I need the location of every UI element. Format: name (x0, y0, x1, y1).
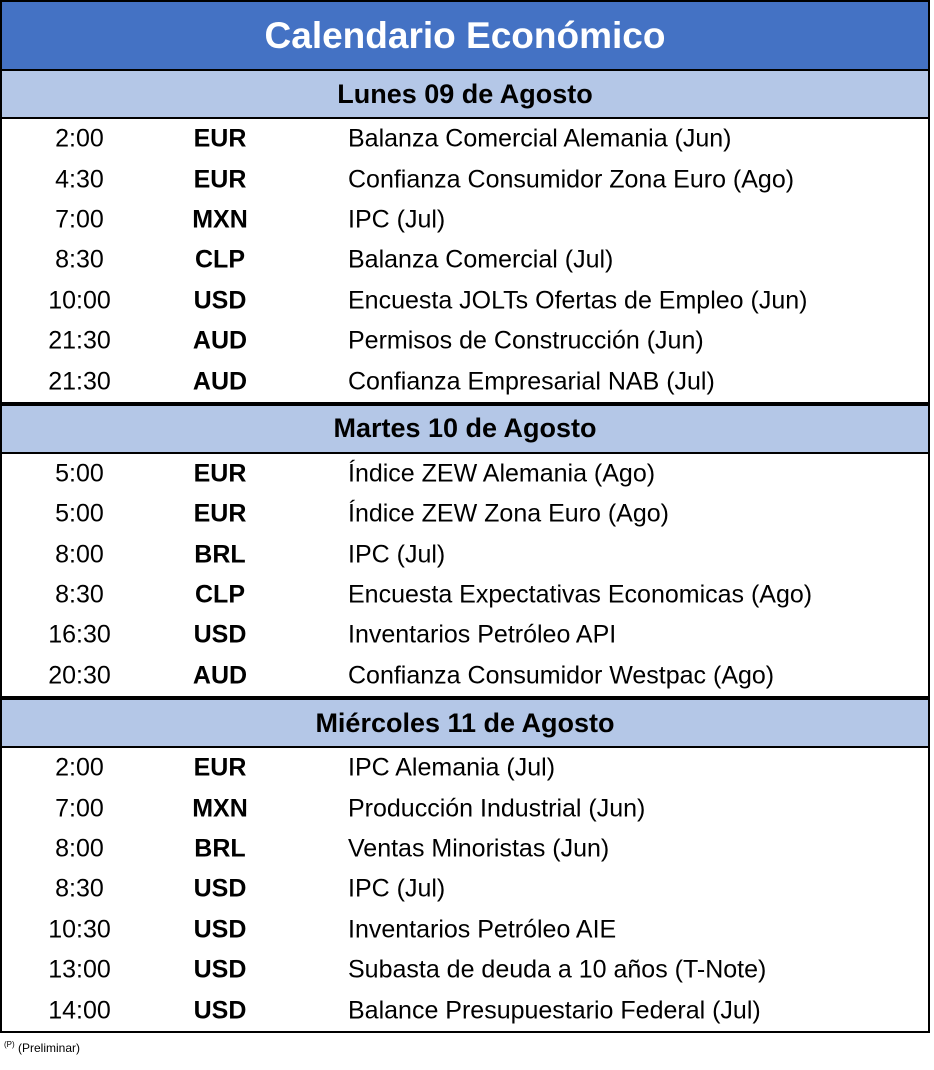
event-currency: CLP (195, 580, 245, 609)
event-currency: MXN (192, 205, 248, 234)
event-time: 8:00 (55, 540, 104, 569)
event-currency: USD (193, 286, 247, 315)
event-name: IPC (Jul) (348, 205, 446, 234)
day-section (0, 69, 930, 404)
event-time: 5:00 (55, 459, 104, 488)
event-row (2, 119, 928, 159)
event-currency: AUD (192, 367, 248, 396)
event-time: 2:00 (55, 124, 104, 153)
event-time: 8:00 (55, 834, 104, 863)
event-currency: EUR (193, 459, 247, 488)
event-row (2, 615, 928, 655)
event-time: 8:30 (55, 874, 104, 903)
event-time: 8:30 (55, 580, 104, 609)
event-time: 4:30 (55, 165, 104, 194)
event-row (2, 281, 928, 321)
event-name: IPC Alemania (Jul) (348, 753, 556, 782)
event-row (2, 990, 928, 1030)
event-time: 2:00 (55, 753, 104, 782)
event-currency: MXN (192, 794, 248, 823)
event-name: Índice ZEW Zona Euro (Ago) (348, 499, 669, 528)
event-row (2, 575, 928, 615)
event-name: IPC (Jul) (348, 874, 446, 903)
calendar-title: Calendario Económico (0, 0, 930, 69)
event-row (2, 200, 928, 240)
event-currency: USD (193, 915, 247, 944)
event-name: Inventarios Petróleo API (348, 620, 617, 649)
event-time: 7:00 (55, 794, 104, 823)
event-name: Encuesta JOLTs Ofertas de Empleo (Jun) (348, 286, 808, 315)
event-name: Balance Presupuestario Federal (Jul) (348, 996, 761, 1025)
event-currency: AUD (192, 326, 248, 355)
event-currency: EUR (193, 499, 247, 528)
event-currency: BRL (194, 834, 246, 863)
event-currency: USD (193, 955, 247, 984)
event-time: 21:30 (48, 326, 111, 355)
event-row (2, 869, 928, 909)
event-time: 8:30 (55, 245, 104, 274)
event-time: 10:00 (48, 286, 111, 315)
event-row (2, 361, 928, 401)
event-row (2, 321, 928, 361)
day-section (0, 404, 930, 698)
footnote-text: (Preliminar) (18, 1041, 81, 1055)
event-row (2, 494, 928, 534)
event-name: Encuesta Expectativas Economicas (Ago) (348, 580, 813, 609)
event-currency: EUR (193, 753, 247, 782)
event-time: 13:00 (48, 955, 111, 984)
event-time: 14:00 (48, 996, 111, 1025)
event-name: Confianza Consumidor Westpac (Ago) (348, 661, 775, 690)
day-header: Martes 10 de Agosto (2, 404, 928, 454)
day-header: Lunes 09 de Agosto (2, 69, 928, 119)
event-currency: BRL (194, 540, 246, 569)
event-row (2, 656, 928, 696)
event-name: Confianza Empresarial NAB (Jul) (348, 367, 715, 396)
event-row (2, 240, 928, 280)
event-time: 7:00 (55, 205, 104, 234)
event-name: Ventas Minoristas (Jun) (348, 834, 610, 863)
event-name: Permisos de Construcción (Jun) (348, 326, 704, 355)
event-currency: USD (193, 620, 247, 649)
event-row (2, 788, 928, 828)
event-row (2, 159, 928, 199)
event-time: 20:30 (48, 661, 111, 690)
event-currency: EUR (193, 124, 247, 153)
day-section (0, 698, 930, 1033)
event-name: Índice ZEW Alemania (Ago) (348, 459, 656, 488)
event-name: Balanza Comercial Alemania (Jun) (348, 124, 732, 153)
event-row (2, 910, 928, 950)
event-name: Producción Industrial (Jun) (348, 794, 646, 823)
event-name: Confianza Consumidor Zona Euro (Ago) (348, 165, 795, 194)
footnote (4, 1040, 80, 1055)
event-row (2, 950, 928, 990)
event-time: 5:00 (55, 499, 104, 528)
event-currency: CLP (195, 245, 245, 274)
event-row (2, 748, 928, 788)
event-time: 16:30 (48, 620, 111, 649)
event-row (2, 535, 928, 575)
event-time: 21:30 (48, 367, 111, 396)
event-currency: EUR (193, 165, 247, 194)
event-name: Inventarios Petróleo AIE (348, 915, 617, 944)
day-header: Miércoles 11 de Agosto (2, 698, 928, 748)
event-time: 10:30 (48, 915, 111, 944)
event-name: Balanza Comercial (Jul) (348, 245, 614, 274)
event-currency: USD (193, 874, 247, 903)
event-currency: AUD (192, 661, 248, 690)
event-row (2, 454, 928, 494)
event-name: IPC (Jul) (348, 540, 446, 569)
event-row (2, 829, 928, 869)
footnote-mark: (P) (4, 1040, 15, 1049)
event-name: Subasta de deuda a 10 años (T-Note) (348, 955, 767, 984)
event-currency: USD (193, 996, 247, 1025)
